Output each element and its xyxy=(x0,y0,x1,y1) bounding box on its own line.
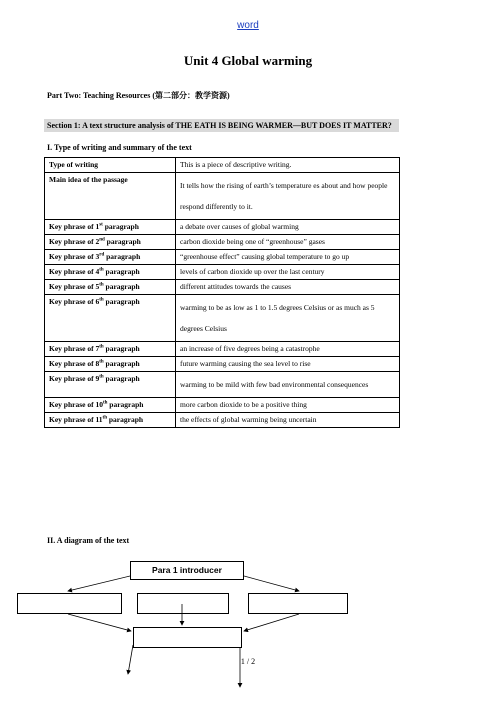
row-value: an increase of five degrees being a catastrophe xyxy=(176,342,400,357)
row-value: levels of carbon dioxide up over the last century xyxy=(176,265,400,280)
page-number: 1 / 2 xyxy=(240,657,256,666)
arrow-right-to-bottom xyxy=(244,614,299,631)
section-heading: Section 1: A text structure analysis of THE EATH IS BEING WARMER—BUT DOES IT MATTER? xyxy=(44,119,399,132)
row-key: Key phrase of 4th paragraph xyxy=(45,265,176,280)
row-value: carbon dioxide being one of “greenhouse” gases xyxy=(176,235,400,250)
row-value: the effects of global warming being uncertain xyxy=(176,413,400,428)
row-value: future warming causing the sea level to rise xyxy=(176,357,400,372)
row-key: Main idea of the passage xyxy=(45,173,176,220)
subheading-diagram: II. A diagram of the text xyxy=(47,536,130,545)
row-key: Type of writing xyxy=(45,158,176,173)
row-value: different attitudes towards the causes xyxy=(176,280,400,295)
row-key: Key phrase of 10th paragraph xyxy=(45,398,176,413)
row-value: “greenhouse effect” causing global temperature to go up xyxy=(176,250,400,265)
row-key: Key phrase of 7th paragraph xyxy=(45,342,176,357)
arrow-to-right-box xyxy=(244,576,299,591)
row-key: Key phrase of 11th paragraph xyxy=(45,413,176,428)
row-value: warming to be mild with few bad environmental consequences xyxy=(176,372,400,398)
row-key: Key phrase of 8th paragraph xyxy=(45,357,176,372)
row-key: Key phrase of 1st paragraph xyxy=(45,220,176,235)
row-value: This is a piece of descriptive writing. xyxy=(176,158,400,173)
row-value: It tells how the rising of earth’s temperature es about and how people respond differently to it. xyxy=(176,173,400,220)
diagram-top-box-label: Para 1 introducer xyxy=(152,565,222,575)
header-link[interactable]: word xyxy=(237,20,259,31)
arrow-to-left-box xyxy=(68,576,130,591)
row-value: a debate over causes of global warming xyxy=(176,220,400,235)
page-title: Unit 4 Global warming xyxy=(183,53,313,68)
part-heading: Part Two: Teaching Resources (第二部分：教学资源) xyxy=(47,91,230,100)
arrow-left-to-bottom xyxy=(68,614,131,631)
row-key: Key phrase of 2nd paragraph xyxy=(45,235,176,250)
row-key: Key phrase of 3rd paragraph xyxy=(45,250,176,265)
row-value: more carbon dioxide to be a positive thing xyxy=(176,398,400,413)
row-key: Key phrase of 9th paragraph xyxy=(45,372,176,398)
subheading-summary: I. Type of writing and summary of the text xyxy=(47,143,192,152)
row-value: warming to be as low as 1 to 1.5 degrees Celsius or as much as 5 degrees Celsius xyxy=(176,295,400,342)
row-key: Key phrase of 6th paragraph xyxy=(45,295,176,342)
row-key: Key phrase of 5th paragraph xyxy=(45,280,176,295)
